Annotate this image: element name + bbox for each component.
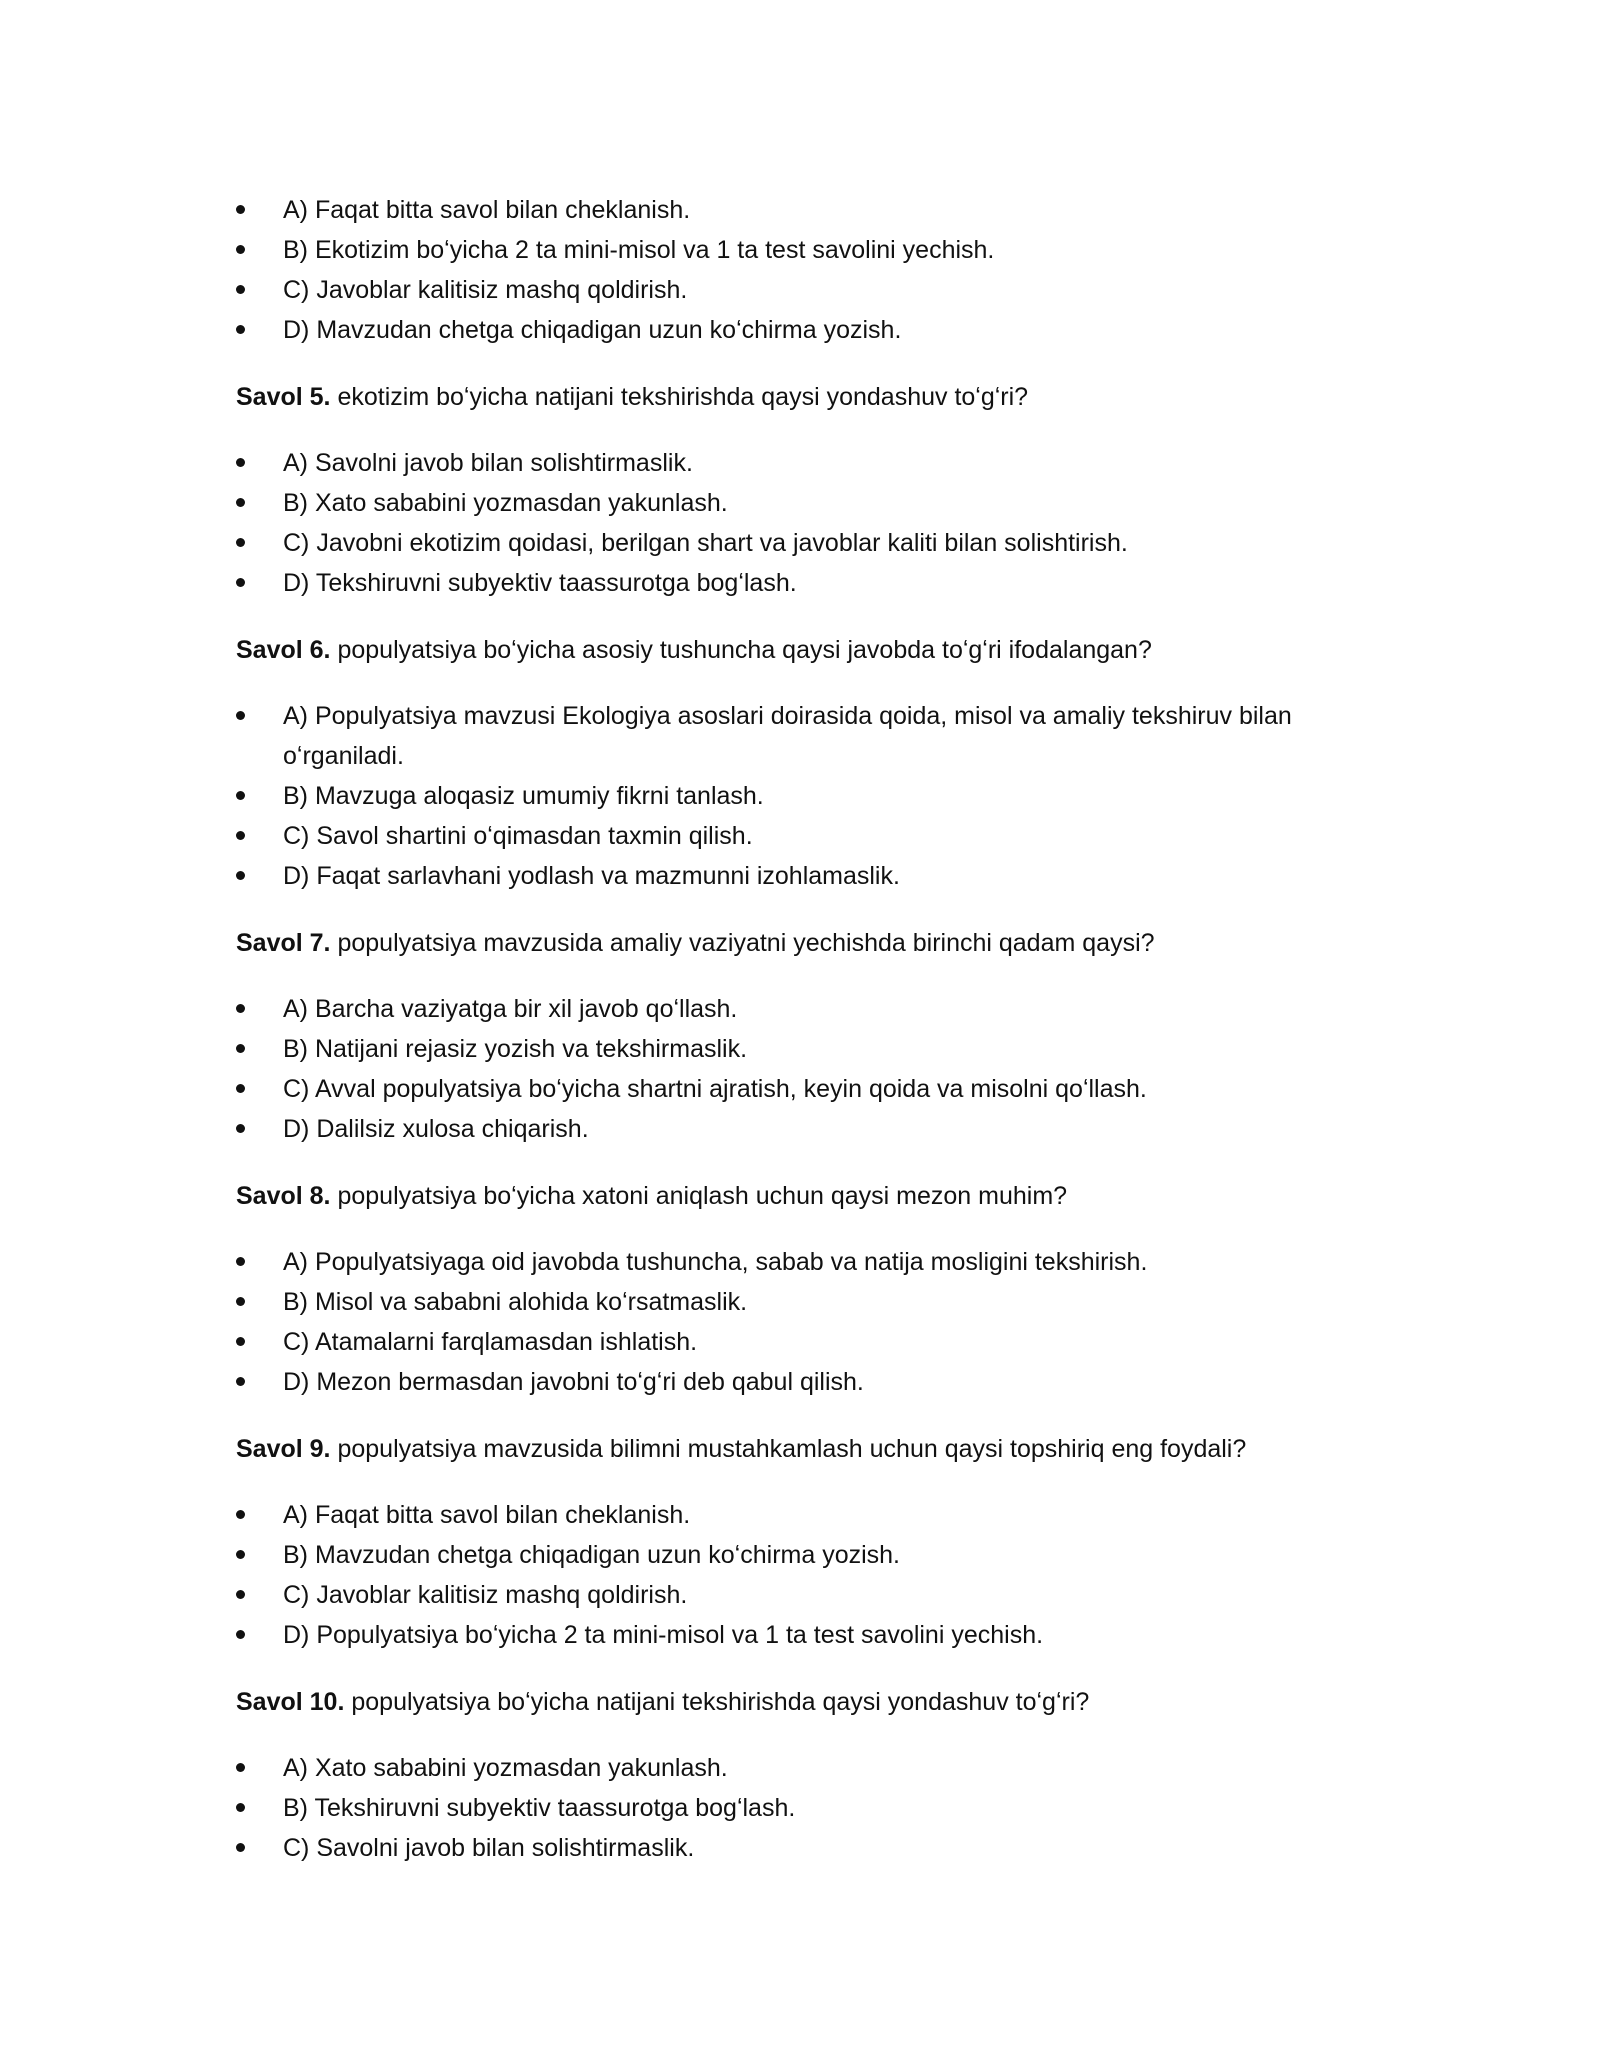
option-text: C) Savolni javob bilan solishtirmaslik. [283, 1834, 695, 1862]
question-label: Savol 8. [236, 1182, 331, 1210]
question-label: Savol 10. [236, 1688, 345, 1716]
bullet-icon [236, 205, 245, 214]
option-item [236, 1495, 1386, 1535]
option-text: B) Mavzuga aloqasiz umumiy fikrni tanlash. [283, 782, 764, 810]
bullet-icon [236, 458, 245, 467]
option-text: A) Savolni javob bilan solishtirmaslik. [283, 449, 693, 477]
question-label: Savol 5. [236, 383, 331, 411]
option-text: A) Xato sababini yozmasdan yakunlash. [283, 1754, 728, 1782]
bullet-icon [236, 1763, 245, 1772]
question-text: populyatsiya boʻyicha xatoni aniqlash uchun qaysi mezon muhim? [337, 1182, 1068, 1210]
question-text: populyatsiya boʻyicha asosiy tushuncha qaysi javobda toʻgʻri ifodalangan? [337, 636, 1152, 664]
option-text: C) Avval populyatsiya boʻyicha shartni ajratish, keyin qoida va misolni qoʻllash. [283, 1075, 1147, 1103]
question-label: Savol 7. [236, 929, 331, 957]
option-list [236, 190, 1386, 350]
option-text: D) Populyatsiya boʻyicha 2 ta mini-misol va 1 ta test savolini yechish. [283, 1621, 1044, 1649]
option-text: A) Barcha vaziyatga bir xil javob qoʻllash. [283, 995, 738, 1023]
question-8 [236, 1176, 1386, 1216]
option-text: C) Atamalarni farqlamasdan ishlatish. [283, 1328, 698, 1356]
bullet-icon [236, 498, 245, 507]
option-text: A) Populyatsiyaga oid javobda tushuncha, sabab va natija mosligini tekshirish. [283, 1248, 1148, 1276]
option-item [236, 1322, 1386, 1362]
option-text: C) Javoblar kalitisiz mashq qoldirish. [283, 1581, 688, 1609]
option-text: B) Xato sababini yozmasdan yakunlash. [283, 489, 728, 517]
question-label: Savol 6. [236, 636, 331, 664]
option-text: D) Tekshiruvni subyektiv taassurotga bogʻlash. [283, 569, 797, 597]
question-6 [236, 630, 1386, 670]
bullet-icon [236, 871, 245, 880]
option-text: B) Natijani rejasiz yozish va tekshirmaslik. [283, 1035, 748, 1063]
bullet-icon [236, 1843, 245, 1852]
option-text: B) Mavzudan chetga chiqadigan uzun koʻchirma yozish. [283, 1541, 901, 1569]
question-text: populyatsiya mavzusida bilimni mustahkamlash uchun qaysi topshiriq eng foydali? [337, 1435, 1247, 1463]
question-9 [236, 1429, 1386, 1469]
option-item [236, 1242, 1386, 1282]
bullet-icon [236, 791, 245, 800]
bullet-icon [236, 711, 245, 720]
question-text: ekotizim boʻyicha natijani tekshirishda qaysi yondashuv toʻgʻri? [337, 383, 1029, 411]
option-item [236, 776, 1386, 816]
bullet-icon [236, 1550, 245, 1559]
option-text: D) Mavzudan chetga chiqadigan uzun koʻchirma yozish. [283, 316, 902, 344]
option-item [236, 443, 1386, 483]
bullet-icon [236, 325, 245, 334]
option-item [236, 230, 1386, 270]
option-text: C) Savol shartini oʻqimasdan taxmin qilish. [283, 822, 753, 850]
question-7 [236, 923, 1386, 963]
bullet-icon [236, 1630, 245, 1639]
option-item [236, 1029, 1386, 1069]
option-text: A) Faqat bitta savol bilan cheklanish. [283, 1501, 691, 1529]
bullet-icon [236, 1337, 245, 1346]
option-text: A) Populyatsiya mavzusi Ekologiya asoslari doirasida qoida, misol va amaliy tekshiruv bilan oʻrganiladi. [283, 702, 1292, 770]
option-item [236, 1362, 1386, 1402]
option-item [236, 310, 1386, 350]
question-text: populyatsiya boʻyicha natijani tekshirishda qaysi yondashuv toʻgʻri? [351, 1688, 1090, 1716]
option-item [236, 696, 1386, 776]
option-item [236, 483, 1386, 523]
option-text: A) Faqat bitta savol bilan cheklanish. [283, 196, 691, 224]
bullet-icon [236, 1044, 245, 1053]
option-item [236, 816, 1386, 856]
bullet-icon [236, 1590, 245, 1599]
option-item [236, 1109, 1386, 1149]
option-list [236, 1242, 1386, 1402]
option-list [236, 1495, 1386, 1655]
question-text: populyatsiya mavzusida amaliy vaziyatni yechishda birinchi qadam qaysi? [337, 929, 1155, 957]
option-item [236, 989, 1386, 1029]
option-item [236, 1788, 1386, 1828]
option-list [236, 443, 1386, 603]
option-item [236, 856, 1386, 896]
option-item [236, 563, 1386, 603]
option-item [236, 1748, 1386, 1788]
document-content [236, 190, 1386, 1868]
option-text: B) Tekshiruvni subyektiv taassurotga bogʻlash. [283, 1794, 796, 1822]
option-text: D) Mezon bermasdan javobni toʻgʻri deb qabul qilish. [283, 1368, 864, 1396]
option-item [236, 1535, 1386, 1575]
option-text: D) Faqat sarlavhani yodlash va mazmunni izohlamaslik. [283, 862, 900, 890]
option-text: C) Javoblar kalitisiz mashq qoldirish. [283, 276, 688, 304]
bullet-icon [236, 285, 245, 294]
option-list [236, 1748, 1386, 1868]
option-item [236, 523, 1386, 563]
option-item [236, 1828, 1386, 1868]
question-5 [236, 377, 1386, 417]
option-item [236, 190, 1386, 230]
bullet-icon [236, 1084, 245, 1093]
bullet-icon [236, 1803, 245, 1812]
bullet-icon [236, 538, 245, 547]
bullet-icon [236, 578, 245, 587]
question-10 [236, 1682, 1386, 1722]
bullet-icon [236, 1004, 245, 1013]
bullet-icon [236, 1124, 245, 1133]
option-item [236, 1615, 1386, 1655]
bullet-icon [236, 1297, 245, 1306]
bullet-icon [236, 1257, 245, 1266]
option-text: B) Ekotizim boʻyicha 2 ta mini-misol va 1 ta test savolini yechish. [283, 236, 995, 264]
option-text: B) Misol va sababni alohida koʻrsatmaslik. [283, 1288, 748, 1316]
bullet-icon [236, 1377, 245, 1386]
option-list [236, 989, 1386, 1149]
question-label: Savol 9. [236, 1435, 331, 1463]
bullet-icon [236, 1510, 245, 1519]
bullet-icon [236, 245, 245, 254]
option-item [236, 1282, 1386, 1322]
option-item [236, 270, 1386, 310]
option-item [236, 1575, 1386, 1615]
bullet-icon [236, 831, 245, 840]
option-list [236, 696, 1386, 896]
option-text: C) Javobni ekotizim qoidasi, berilgan shart va javoblar kaliti bilan solishtirish. [283, 529, 1128, 557]
option-item [236, 1069, 1386, 1109]
option-text: D) Dalilsiz xulosa chiqarish. [283, 1115, 589, 1143]
